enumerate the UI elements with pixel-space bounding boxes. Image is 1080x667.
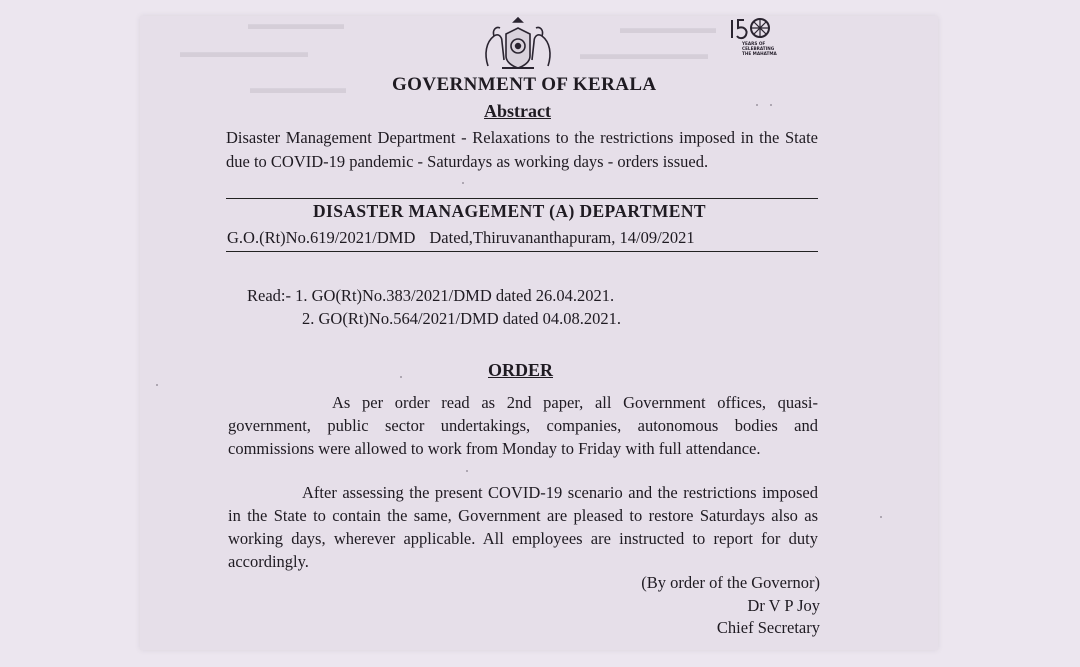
scan-speck: [880, 516, 882, 518]
subject-text: Disaster Management Department - Relaxations to the restrictions imposed in the State due to COVID-19 pandemic - Saturdays as working days - orders issued.: [226, 128, 818, 171]
bleed-through-mark: ▬▬▬▬▬▬▬▬: [180, 44, 308, 61]
abstract-label: Abstract: [484, 101, 551, 121]
signature-designation: Chief Secretary: [716, 618, 820, 637]
scan-speck: [156, 384, 158, 386]
scan-speck: [462, 182, 464, 184]
order-paragraph-2: After assessing the present COVID-19 scenario and the restrictions imposed in the State to contain the same, Government are pleased to restore Saturdays also as working days, wherever applicable. All employees are instructed to report for duty accordingly.: [228, 483, 818, 571]
svg-text:YEARS OF: YEARS OF: [742, 41, 766, 46]
go-reference-line: [227, 228, 695, 248]
kerala-state-emblem-icon: [480, 16, 556, 72]
order-heading: ORDER: [488, 360, 554, 380]
go-number: G.O.(Rt)No.619/2021/DMD: [227, 228, 416, 247]
svg-text:CELEBRATING: CELEBRATING: [742, 46, 775, 51]
scan-speck: [466, 470, 468, 472]
bleed-through-mark: ▬▬▬▬▬▬: [250, 80, 346, 97]
read-item: 2. GO(Rt)No.564/2021/DMD dated 04.08.2021.: [302, 309, 621, 328]
read-reference-1: [247, 286, 614, 306]
order-paragraph-1: As per order read as 2nd paper, all Government offices, quasi-government, public sector undertakings, companies, autonomous bodies and commissions were allowed to work from Monday to Friday with full attendance.: [228, 393, 818, 458]
bleed-through-mark: ▬▬▬▬▬▬: [248, 16, 344, 33]
bleed-through-mark: ▬▬▬▬▬▬: [620, 20, 716, 37]
read-reference-2: [302, 309, 621, 329]
government-title: GOVERNMENT OF KERALA: [392, 74, 657, 95]
scan-speck: [400, 376, 402, 378]
signature-authority: (By order of the Governor): [641, 573, 820, 592]
svg-text:THE MAHATMA: THE MAHATMA: [742, 51, 777, 56]
scan-speck: [770, 104, 772, 106]
go-date: Dated,Thiruvananthapuram, 14/09/2021: [429, 228, 695, 247]
signature-block: [560, 572, 820, 640]
divider-top: [226, 198, 818, 199]
read-label: Read:-: [247, 286, 291, 305]
read-item: 1. GO(Rt)No.383/2021/DMD dated 26.04.2021.: [295, 286, 615, 305]
divider-bottom: [226, 251, 818, 252]
department-title: DISASTER MANAGEMENT (A) DEPARTMENT: [313, 201, 706, 221]
gandhi-150-years-logo-icon: [728, 16, 798, 58]
bleed-through-mark: ▬▬▬▬▬▬▬▬: [580, 46, 708, 63]
scan-speck: [756, 104, 758, 106]
signature-name: Dr V P Joy: [747, 595, 820, 615]
